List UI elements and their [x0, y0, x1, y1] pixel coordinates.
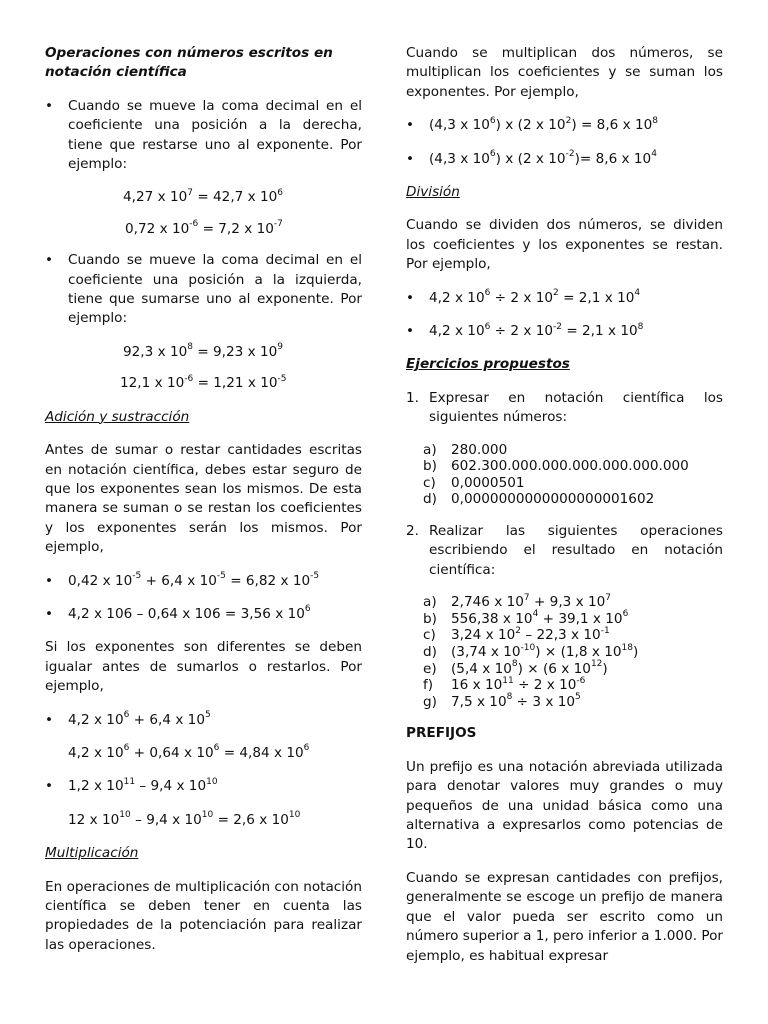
section-heading-adicion: Adición y sustracción: [45, 408, 190, 425]
paragraph: En operaciones de multiplicación con notación científica se deben tener en cuenta las propiedades de la potenciación para realizar las operaciones.: [45, 878, 362, 953]
equation: 0,72 x $10^{-6} = 7,2$ x $10^{-7}$: [125, 219, 283, 237]
section-heading-multiplicacion: Multiplicación: [45, 845, 139, 862]
exercise-list-1: [423, 442, 723, 508]
list-item: d) (3,74 x $10^{-10}) \times (1,8$ x $10^{18}$): [423, 642, 639, 661]
list-item: g) 7,5 x $10^8 \div 3$ x $10^5$: [423, 692, 581, 710]
list-item: a) 280.000: [423, 441, 508, 458]
list-item: c) 3,24 x $10^2 - 22,3$ x $10^{-1}$: [423, 625, 610, 644]
paragraph: Antes de sumar o restar cantidades escritas en notación científica, debes estar seguro de que los exponentes sean los mismos. De esta manera se suman o se restan los coeficientes y los exponentes serán los mismos. Por ejemplo,: [45, 442, 362, 556]
section-heading-prefijos: PREFIJOS: [406, 725, 477, 742]
paragraph: Un prefijo es una notación abreviada utilizada para denotar valores muy grandes o muy pequeños de una unidad básica como una alternativa a expresarlos como potencias de 10.: [406, 758, 723, 853]
list-item: f) 16 x $10^{11} \div 2$ x $10^{-6}$: [423, 675, 586, 694]
bullet-item: • 4,2 x $10^6 \div 2$ x $10^{-2} = 2,1$ x $10^8$: [406, 322, 723, 341]
bullet-item: • (4,3 x $10^6$) x (2 x $10^2) = 8,6$ x $10^8$: [406, 116, 723, 135]
equation: 4,27 x $10^7 = 42,7$ x $10^6$: [123, 187, 284, 206]
bullet-item: • 0,42 x $10^{-5} + 6,4$ x $10^{-5} = 6,82$ x $10^{-5}$: [45, 572, 362, 591]
section-heading-division: División: [406, 184, 460, 201]
list-item: d) 0,0000000000000000001602: [423, 491, 655, 508]
bullet-item: • 4,2 x $10^6 + 6,4$ x $10^5$: [45, 711, 362, 730]
bullet-item: • 4,2 x 106 – 0,64 x 106 = 3,56 x $10^6$: [45, 605, 362, 624]
bullet-item: • Cuando se mueve la coma decimal en el coeficiente una posición a la derecha, tiene que restarse uno al exponente. Por ejemplo:: [45, 97, 362, 175]
equation: 12 x $10^{10} - 9,4$ x $10^{10} = 2,6$ x $10^{10}$: [68, 810, 301, 828]
numbered-item: 1. Expresar en notación científica los siguientes números:: [406, 389, 723, 426]
left-column: [45, 44, 362, 969]
section-title: Operaciones con números escritos en notación científica: [45, 45, 333, 81]
numbered-item: 2. Realizar las siguientes operaciones escribiendo el resultado en notación científica:: [406, 523, 723, 578]
list-item: b) 602.300.000.000.000.000.000.000: [423, 458, 689, 475]
bullet-item: • 4,2 x $10^6 \div 2$ x $10^2 = 2,1$ x $10^4$: [406, 289, 723, 308]
section-heading-ejercicios: Ejercicios propuestos: [406, 356, 570, 373]
equation: 92,3 x $10^8 = 9,23$ x $10^9$: [123, 342, 284, 360]
bullet-item: • Cuando se mueve la coma decimal en el coeficiente una posición a la izquierda, tiene que sumarse uno al exponente. Por ejemplo:: [45, 251, 362, 329]
list-item: c) 0,0000501: [423, 474, 525, 491]
bullet-item: • 1,2 x $10^{11} - 9,4$ x $10^{10}$: [45, 777, 362, 796]
paragraph: Cuando se expresan cantidades con prefijos, generalmente se escoge un prefijo de manera que el valor pueda ser escrito como un número superior a 1, pero inferior a 1.000. Por ejemplo, es habitual expresar: [406, 869, 723, 964]
paragraph: Cuando se dividen dos números, se dividen los coeficientes y los exponentes se restan. Por ejemplo,: [406, 217, 723, 273]
list-item: a) 2,746 x $10^7 + 9,3$ x $10^7$: [423, 592, 612, 611]
equation: 4,2 x $10^6 + 0,64$ x $10^6 = 4,84$ x $10^6$: [68, 743, 310, 761]
right-column: [406, 44, 723, 980]
list-item: e) (5,4 x $10^8) \times (6$ x $10^{12}$): [423, 659, 608, 677]
list-item: b) 556,38 x $10^4 + 39,1$ x $10^6$: [423, 609, 629, 627]
exercise-list-2: [423, 594, 723, 710]
equation: 12,1 x $10^{-6} = 1,21$ x $10^{-5}$: [120, 373, 287, 392]
paragraph: Cuando se multiplican dos números, se multiplican los coeficientes y se suman los exponentes. Por ejemplo,: [406, 45, 723, 100]
bullet-item: • (4,3 x $10^6$) x (2 x $10^{-2})= 8,6$ x $10^4$: [406, 150, 723, 169]
paragraph: Si los exponentes son diferentes se deben igualar antes de sumarlos o restarlos. Por ejemplo,: [45, 639, 362, 695]
